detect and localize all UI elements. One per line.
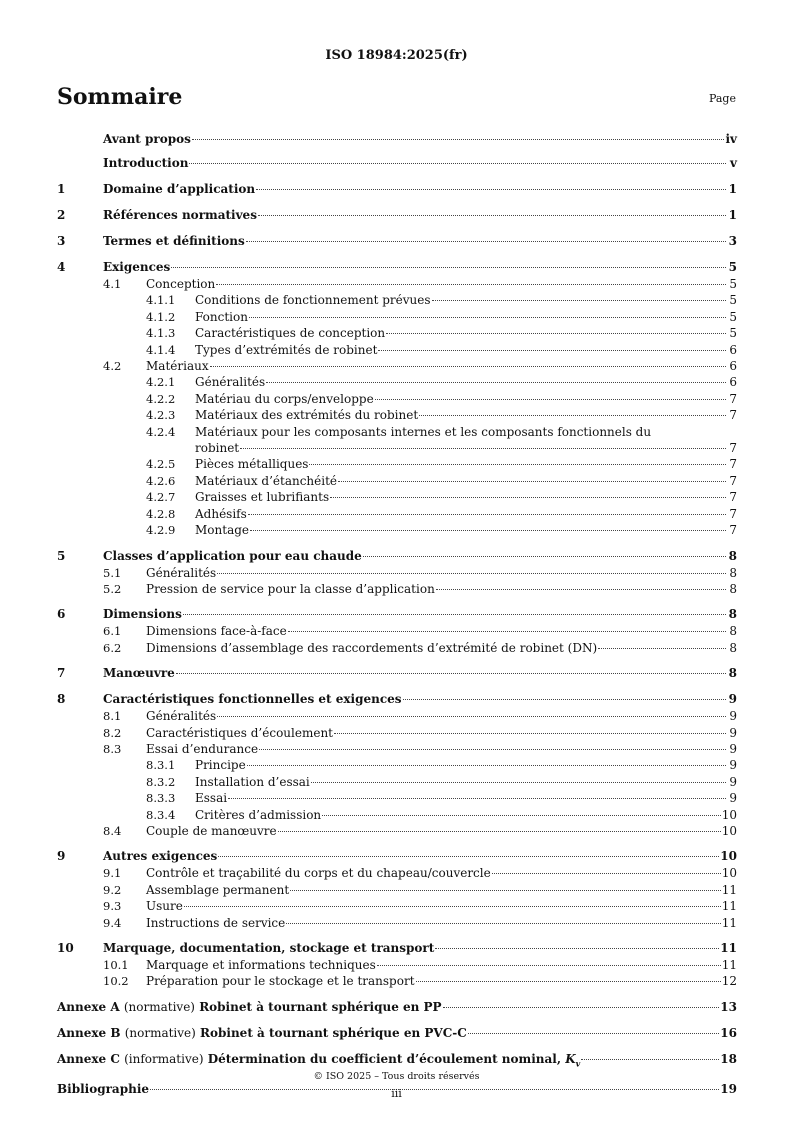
annex-label: Annexe A — [57, 999, 120, 1014]
annex-title: Robinet à tournant sphérique en PP — [199, 999, 442, 1014]
toc-entry[interactable] — [57, 664, 737, 682]
leader-dots — [416, 981, 721, 982]
toc-entry[interactable] — [57, 180, 737, 198]
toc-entry-number: 4.2.9 — [146, 523, 176, 538]
toc-entry[interactable] — [57, 489, 737, 505]
toc-entry-page: 5 — [728, 260, 737, 274]
leader-dots — [250, 530, 726, 531]
toc-entry-page: 10 — [721, 807, 737, 822]
toc-entry-page: 9 — [729, 725, 737, 740]
leader-dots — [334, 733, 726, 734]
toc-entry[interactable] — [57, 547, 737, 565]
toc-entry[interactable] — [57, 258, 737, 276]
toc-entry[interactable] — [57, 581, 737, 597]
toc-entry-number: 8.3 — [103, 741, 122, 756]
leader-dots — [246, 241, 726, 242]
footer-page-number: iii — [391, 1087, 402, 1100]
leader-dots — [436, 589, 726, 590]
toc-entry-page: 12 — [721, 974, 737, 989]
toc-entry-number: 8.3.4 — [146, 807, 176, 822]
toc-entry-title: Contrôle et traçabilité du corps et du chapeau/couvercle — [146, 866, 491, 881]
footer-copyright: © ISO 2025 – Tous droits réservés — [313, 1071, 480, 1082]
toc-entry[interactable] — [57, 823, 737, 839]
toc-entry[interactable] — [57, 407, 737, 423]
toc-entry-page: 5 — [729, 309, 737, 324]
toc-entry-title: Dimensions — [103, 607, 182, 622]
leader-dots — [386, 333, 726, 334]
toc-entry-title: Introduction — [103, 156, 189, 170]
toc-entry[interactable] — [57, 130, 737, 148]
toc-entry-page: 16 — [720, 1025, 737, 1040]
toc-entry-title: Caractéristiques d’écoulement — [146, 725, 333, 740]
toc-entry-title: Termes et définitions — [103, 234, 245, 248]
toc-entry-page: 6 — [729, 342, 737, 357]
table-of-contents — [57, 130, 737, 1098]
toc-entry-page: 8 — [729, 581, 737, 596]
leader-dots — [322, 815, 721, 816]
toc-entry[interactable] — [57, 374, 737, 390]
toc-entry[interactable] — [57, 154, 737, 172]
leader-dots — [228, 798, 726, 799]
page-column-label: Page — [708, 92, 736, 105]
toc-entry[interactable] — [57, 690, 737, 708]
toc-entry[interactable] — [57, 522, 737, 538]
toc-entry-number: 4.2.6 — [146, 473, 176, 488]
leader-dots — [256, 189, 726, 190]
toc-entry[interactable] — [57, 973, 737, 989]
toc-entry-number: 5.2 — [103, 581, 122, 596]
leader-dots — [189, 163, 726, 164]
toc-entry-number: 9 — [57, 849, 66, 864]
toc-entry[interactable] — [57, 774, 737, 790]
leader-dots — [492, 873, 721, 874]
toc-entry-page: 8 — [728, 548, 737, 563]
leader-dots — [248, 514, 726, 515]
toc-entry-title: Conditions de fonctionnement prévues — [195, 293, 431, 308]
toc-entry-number: 10.1 — [103, 958, 129, 972]
toc-entry-page: 7 — [729, 523, 737, 538]
leader-dots — [443, 1007, 720, 1008]
toc-entry[interactable] — [57, 276, 737, 292]
leader-dots — [171, 267, 726, 268]
leader-dots — [286, 923, 720, 924]
toc-annex-entry[interactable] — [57, 1050, 737, 1072]
leader-dots — [176, 673, 726, 674]
toc-entry[interactable] — [57, 847, 737, 865]
leader-dots — [183, 614, 726, 615]
toc-entry-title: Autres exigences — [103, 849, 218, 864]
toc-entry-number: 8.3.3 — [146, 791, 176, 806]
toc-entry-title: Dimensions d’assemblage des raccordements d’extrémité de robinet (DN) — [146, 640, 598, 655]
toc-entry-continuation[interactable] — [57, 440, 737, 456]
toc-entry-number: 5 — [57, 548, 66, 563]
toc-entry-page: 9 — [729, 791, 737, 806]
toc-entry[interactable] — [57, 915, 737, 931]
toc-entry-number: 4.1.2 — [146, 309, 176, 324]
toc-entry[interactable] — [57, 708, 737, 724]
toc-entry-title: Marquage, documentation, stockage et transport — [103, 941, 435, 955]
leader-dots — [249, 317, 726, 318]
toc-entry-page: 10 — [720, 849, 737, 864]
toc-entry-number: 8.3.2 — [146, 774, 176, 789]
toc-entry-page: 7 — [729, 391, 737, 406]
toc-entry-title: Types d’extrémités de robinet — [195, 342, 378, 357]
leader-dots — [377, 965, 721, 966]
leader-dots — [240, 448, 726, 449]
toc-entry-title: Caractéristiques de conception — [195, 326, 386, 341]
toc-entry[interactable] — [57, 741, 737, 757]
toc-entry-page: 1 — [728, 182, 737, 196]
toc-entry-number: 4.2.5 — [146, 457, 176, 472]
toc-entry-page: 11 — [721, 899, 737, 914]
annex-title: Détermination du coefficient d’écoulement nominal, — [207, 1051, 566, 1066]
toc-entry-title: Classes d’application pour eau chaude — [103, 548, 362, 563]
toc-entry-title-continued: robinet — [195, 441, 240, 456]
toc-entry-title: Installation d’essai — [195, 774, 310, 789]
toc-entry-title: Marquage et informations techniques — [146, 958, 376, 972]
toc-entry-title: Généralités — [146, 709, 217, 724]
toc-entry-page: 6 — [729, 375, 737, 390]
leader-dots — [419, 415, 726, 416]
toc-entry[interactable] — [57, 342, 737, 358]
toc-entry-page: 8 — [728, 666, 737, 681]
toc-entry[interactable] — [57, 325, 737, 341]
toc-entry-page: 9 — [729, 741, 737, 756]
leader-dots — [309, 464, 726, 465]
toc-entry-title: Préparation pour le stockage et le transport — [146, 974, 415, 989]
toc-entry-page: 9 — [729, 758, 737, 773]
annex-title-group — [57, 998, 442, 1016]
toc-entry[interactable] — [57, 882, 737, 898]
toc-entry-page: 11 — [720, 941, 737, 955]
toc-entry-number: 4.1.4 — [146, 342, 176, 357]
toc-entry-title: Adhésifs — [195, 506, 247, 521]
toc-entry-page: 11 — [721, 882, 737, 897]
toc-entry-page: 5 — [729, 277, 737, 291]
toc-entry-number: 4.2.3 — [146, 408, 176, 423]
leader-dots — [258, 215, 726, 216]
leader-dots — [217, 716, 726, 717]
toc-entry-page: 8 — [729, 624, 737, 639]
toc-entry-page: 7 — [729, 441, 737, 456]
leader-dots — [468, 1033, 720, 1034]
toc-entry-number: 8.2 — [103, 725, 122, 740]
toc-entry-page: 7 — [729, 506, 737, 521]
annex-type: (normative) — [124, 1025, 196, 1040]
toc-entry[interactable] — [57, 939, 737, 957]
leader-dots — [435, 948, 719, 949]
toc-entry-page: 11 — [721, 958, 737, 972]
toc-entry-page: 8 — [729, 640, 737, 655]
toc-entry-number: 4.1.3 — [146, 326, 176, 341]
toc-entry[interactable] — [57, 807, 737, 823]
toc-entry-title: Bibliographie — [57, 1082, 150, 1097]
toc-entry-title: Couple de manœuvre — [146, 823, 277, 838]
toc-entry[interactable] — [57, 605, 737, 623]
toc-entry[interactable] — [57, 757, 737, 773]
toc-entry[interactable] — [57, 358, 737, 374]
annex-title: Robinet à tournant sphérique en PVC-C — [200, 1025, 467, 1040]
annex-symbol: K — [565, 1051, 576, 1066]
toc-entry-number: 3 — [57, 234, 66, 248]
toc-entry-title: Usure — [146, 899, 183, 914]
toc-entry-title: Matériau du corps/enveloppe — [195, 391, 374, 406]
toc-entry-number: 4.1 — [103, 277, 122, 291]
toc-entry-page: 7 — [729, 408, 737, 423]
toc-entry-number: 8.1 — [103, 709, 122, 724]
toc-entry-number: 4.2.1 — [146, 375, 176, 390]
leader-dots — [311, 782, 726, 783]
document-header: ISO 18984:2025(fr) — [325, 48, 468, 63]
toc-entry-page: 7 — [729, 457, 737, 472]
toc-entry-title: Pièces métalliques — [195, 457, 309, 472]
toc-entry[interactable] — [57, 232, 737, 250]
toc-entry[interactable] — [57, 424, 737, 440]
toc-entry[interactable] — [57, 506, 737, 522]
toc-entry-title: Assemblage permanent — [146, 882, 290, 897]
leader-dots — [247, 765, 726, 766]
toc-entry-title: Avant propos — [103, 132, 191, 146]
toc-entry-page: 7 — [729, 490, 737, 505]
toc-title: Sommaire — [57, 84, 183, 110]
toc-entry-title: Matériaux d’étanchéité — [195, 473, 338, 488]
toc-entry-title: Graisses et lubrifiants — [195, 490, 330, 505]
toc-entry-page: v — [730, 156, 737, 170]
toc-entry-number: 4.2.8 — [146, 506, 176, 521]
toc-entry-title: Caractéristiques fonctionnelles et exigences — [103, 692, 402, 707]
annex-label: Annexe B — [57, 1025, 121, 1040]
toc-entry-number: 4.2.4 — [146, 424, 176, 439]
toc-entry-page: 5 — [729, 293, 737, 308]
toc-entry[interactable] — [57, 898, 737, 914]
toc-entry-title: Principe — [195, 758, 246, 773]
toc-entry-title: Domaine d’application — [103, 182, 256, 196]
toc-entry-number: 9.4 — [103, 915, 122, 930]
leader-dots — [288, 631, 726, 632]
toc-entry-page: 9 — [729, 774, 737, 789]
toc-entry[interactable] — [57, 456, 737, 472]
toc-entry-title: Dimensions face-à-face — [146, 624, 287, 639]
toc-entry-number: 7 — [57, 666, 66, 681]
leader-dots — [266, 382, 726, 383]
leader-dots — [598, 648, 726, 649]
toc-entry[interactable] — [57, 725, 737, 741]
toc-entry-number: 6.1 — [103, 624, 122, 639]
toc-entry-page: 18 — [720, 1051, 737, 1066]
leader-dots — [403, 699, 726, 700]
leader-dots — [217, 573, 726, 574]
leader-dots — [218, 856, 719, 857]
toc-entry-title: Références normatives — [103, 208, 257, 222]
toc-entry-page: 1 — [728, 208, 737, 222]
toc-entry[interactable] — [57, 640, 737, 656]
toc-entry[interactable] — [57, 292, 737, 308]
toc-entry[interactable] — [57, 206, 737, 224]
leader-dots — [363, 556, 726, 557]
toc-entry-number: 1 — [57, 182, 66, 196]
annex-title-group — [57, 1050, 580, 1072]
toc-entry-page: 10 — [721, 823, 737, 838]
leader-dots — [210, 366, 726, 367]
toc-entry[interactable] — [57, 865, 737, 881]
toc-entry-page: 6 — [729, 359, 737, 374]
leader-dots — [192, 139, 725, 140]
toc-entry[interactable] — [57, 309, 737, 325]
toc-entry-page: 9 — [729, 709, 737, 724]
toc-entry-page: 11 — [721, 915, 737, 930]
toc-entry-number: 2 — [57, 208, 66, 222]
annex-type: (normative) — [123, 999, 195, 1014]
toc-entry-page: 8 — [729, 565, 737, 580]
toc-entry-page: 5 — [729, 326, 737, 341]
toc-entry-title: Exigences — [103, 260, 171, 274]
toc-entry-number: 10.2 — [103, 974, 129, 989]
annex-type: (informative) — [124, 1051, 204, 1066]
toc-entry-title: Matériaux pour les composants internes et les composants fonctionnels du — [195, 424, 652, 439]
toc-entry-number: 4.2.2 — [146, 391, 176, 406]
toc-entry-number: 8.4 — [103, 823, 122, 838]
toc-entry-number: 4.1.1 — [146, 293, 176, 308]
toc-entry-title: Pression de service pour la classe d’application — [146, 581, 435, 596]
toc-entry-page: 13 — [720, 999, 737, 1014]
toc-entry-title: Montage — [195, 523, 249, 538]
annex-title-group — [57, 1024, 467, 1042]
toc-entry-title: Essai — [195, 791, 228, 806]
leader-dots — [432, 300, 726, 301]
toc-entry-title: Critères d’admission — [195, 807, 322, 822]
toc-entry-title: Essai d’endurance — [146, 741, 259, 756]
toc-entry-page: 3 — [728, 234, 737, 248]
toc-entry-number: 6 — [57, 607, 66, 622]
toc-entry-number: 4.2.7 — [146, 490, 176, 505]
toc-entry-page: iv — [725, 132, 737, 146]
toc-annex-entry[interactable] — [57, 1024, 737, 1042]
leader-dots — [378, 350, 726, 351]
toc-entry-number: 9.2 — [103, 882, 122, 897]
toc-entry[interactable] — [57, 623, 737, 639]
toc-entry[interactable] — [57, 391, 737, 407]
toc-entry[interactable] — [57, 473, 737, 489]
toc-entry-title: Instructions de service — [146, 915, 286, 930]
toc-entry[interactable] — [57, 565, 737, 581]
leader-dots — [375, 399, 726, 400]
toc-entry-number: 4 — [57, 260, 66, 274]
toc-entry-number: 5.1 — [103, 565, 122, 580]
toc-entry-title: Matériaux des extrémités du robinet — [195, 408, 419, 423]
annex-label: Annexe C — [57, 1051, 120, 1066]
toc-entry-title: Matériaux — [146, 359, 209, 374]
leader-dots — [290, 890, 721, 891]
leader-dots — [216, 284, 726, 285]
annex-symbol-subscript: v — [575, 1058, 581, 1069]
toc-entry-page: 9 — [728, 692, 737, 707]
toc-entry[interactable] — [57, 790, 737, 806]
leader-dots — [184, 906, 721, 907]
leader-dots — [278, 831, 721, 832]
toc-entry-number: 8.3.1 — [146, 758, 176, 773]
toc-entry-number: 4.2 — [103, 359, 122, 374]
toc-entry-title: Généralités — [195, 375, 266, 390]
toc-entry-number: 6.2 — [103, 640, 122, 655]
toc-entry-page: 8 — [728, 607, 737, 622]
toc-entry-page: 7 — [729, 473, 737, 488]
toc-entry-title: Généralités — [146, 565, 217, 580]
leader-dots — [259, 749, 726, 750]
toc-entry-page: 19 — [720, 1082, 737, 1097]
leader-dots — [338, 481, 726, 482]
toc-annex-entry[interactable] — [57, 998, 737, 1016]
toc-entry-number: 9.3 — [103, 899, 122, 914]
leader-dots — [581, 1059, 719, 1060]
toc-entry-page: 10 — [721, 866, 737, 881]
toc-entry-title: Fonction — [195, 309, 248, 324]
toc-entry-title: Conception — [146, 277, 216, 291]
toc-entry-number: 10 — [57, 941, 74, 955]
toc-entry-title: Manœuvre — [103, 666, 175, 681]
toc-entry-number: 9.1 — [103, 866, 122, 881]
toc-entry-number: 8 — [57, 692, 66, 707]
toc-entry[interactable] — [57, 957, 737, 973]
leader-dots — [330, 497, 726, 498]
